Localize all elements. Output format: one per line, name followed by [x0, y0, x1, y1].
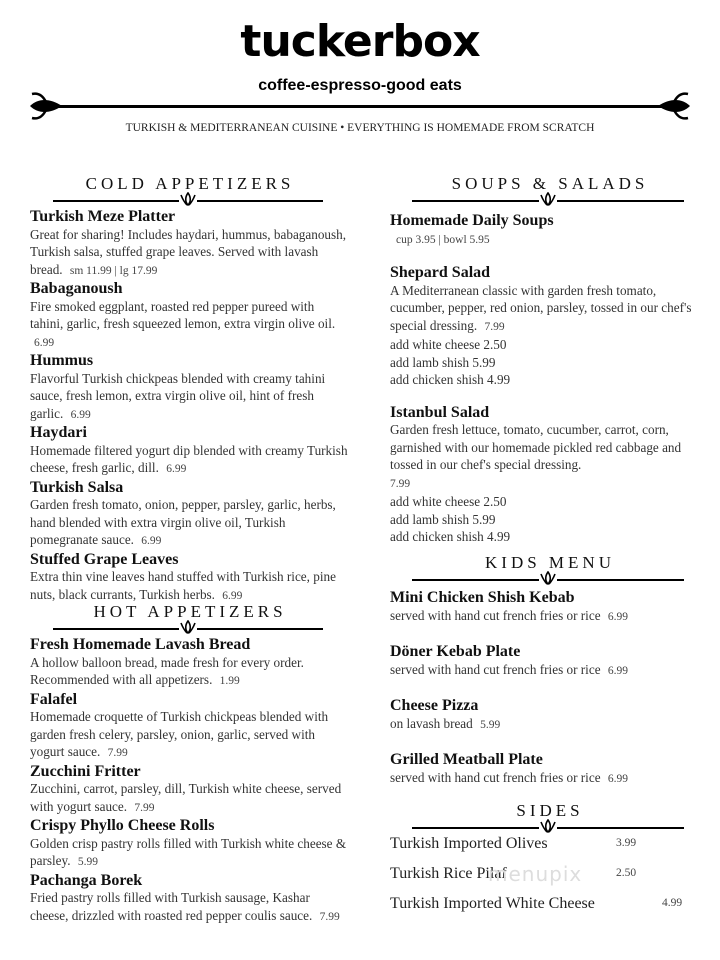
section-divider	[412, 573, 684, 587]
section-title: KIDS MENU	[485, 553, 615, 572]
item-price: 6.99	[141, 535, 162, 547]
item-description: Golden crisp pastry rolls filled with Turkish white cheese & parsley.	[30, 835, 347, 868]
watermark: menupix	[488, 862, 583, 886]
item-name: Stuffed Grape Leaves	[30, 550, 179, 568]
ornament-icon	[539, 819, 557, 833]
item-name: Hummus	[30, 352, 94, 369]
item-description: Homemade filtered yogurt dip blended with creamy Turkish cheese, fresh garlic, dill.	[30, 442, 348, 475]
addon: add chicken shish 4.99	[390, 529, 511, 544]
item-description: served with hand cut french fries or rice	[390, 607, 601, 623]
menu-item	[30, 352, 350, 424]
item-name: Turkish Meze Platter	[30, 208, 176, 225]
side-item	[390, 835, 710, 865]
right-flourish-icon	[656, 90, 692, 122]
section-title: HOT APPETIZERS	[93, 602, 287, 621]
section-divider	[53, 194, 323, 208]
menu-item	[30, 872, 350, 927]
item-description: served with hand cut french fries or rice	[390, 769, 601, 785]
section-title: SIDES	[516, 801, 584, 820]
soups-salads-section	[390, 174, 710, 546]
ornament-icon	[539, 192, 557, 206]
item-description: A Mediterranean classic with garden fresh tomato, cucumber, pepper, red onion, parsley, tossed in our chef's special dressing.	[390, 282, 692, 333]
side-item	[390, 895, 710, 925]
item-description: A hollow balloon bread, made fresh for every order. Recommended with all appetizers.	[30, 654, 304, 687]
item-description: served with hand cut french fries or rice	[390, 661, 601, 677]
side-name: Turkish Imported Olives	[390, 835, 548, 852]
item-description: Great for sharing! Includes haydari, hummus, babaganoush, Turkish salsa, stuffed grape leaves. Served with lavash bread.	[30, 226, 347, 277]
menu-item	[30, 208, 350, 280]
tagline: coffee-espresso-good eats	[258, 77, 462, 94]
item-name: Haydari	[30, 424, 87, 441]
section-title: COLD APPETIZERS	[85, 174, 295, 193]
side-name: Turkish Rice Pilaf	[390, 865, 507, 882]
menu-item	[30, 424, 350, 479]
item-price: 6.99	[70, 408, 91, 421]
hot-appetizers-section	[30, 602, 350, 926]
item-name: Falafel	[30, 690, 78, 708]
item-description: Zucchini, carrot, parsley, dill, Turkish white cheese, served with yogurt sauce.	[30, 781, 342, 814]
section-divider	[412, 821, 684, 835]
item-price: 6.99	[166, 463, 187, 475]
addon: add white cheese 2.50	[390, 337, 507, 352]
item-name: Turkish Salsa	[30, 478, 124, 496]
side-price: 4.99	[662, 897, 683, 909]
side-price: 3.99	[616, 837, 637, 849]
item-price: 6.99	[607, 664, 628, 677]
item-price: 6.99	[34, 336, 55, 349]
item-description: Homemade croquette of Turkish chickpeas blended with garden fresh celery, parsley, onion, garlic, served with yogurt sauce.	[30, 709, 329, 759]
menu-item	[30, 817, 350, 872]
menu-item	[30, 479, 350, 551]
side-price: 2.50	[616, 867, 637, 879]
addon: add lamb shish 5.99	[390, 354, 496, 370]
menu-item	[390, 264, 710, 389]
item-price: 5.99	[480, 718, 501, 731]
item-price: 7.99	[390, 477, 411, 490]
menu-item	[390, 643, 710, 680]
item-price: 5.99	[77, 856, 98, 868]
menu-item	[30, 691, 350, 763]
addon: add white cheese 2.50	[390, 494, 507, 509]
ornament-icon	[179, 620, 197, 634]
item-name: Grilled Meatball Plate	[390, 751, 543, 768]
addon: add lamb shish 5.99	[390, 511, 496, 527]
menu-item	[390, 697, 710, 734]
menu-item	[390, 751, 710, 788]
item-description: Fried pastry rolls filled with Turkish sausage, Kashar cheese, drizzled with roasted red pepper coulis sauce.	[30, 890, 313, 923]
side-name: Turkish Imported White Cheese	[390, 895, 595, 912]
restaurant-logo: tuckerbox	[240, 16, 480, 67]
cold-appetizers-section	[30, 174, 350, 605]
ornament-icon	[179, 192, 197, 206]
item-name: Babaganoush	[30, 280, 123, 297]
item-price: 7.99	[484, 320, 505, 333]
menu-item	[390, 589, 710, 626]
header-divider	[58, 105, 662, 108]
menu-item	[30, 636, 350, 691]
cuisine-subtitle: TURKISH & MEDITERRANEAN CUISINE • EVERYTHING IS HOMEMADE FROM SCRATCH	[125, 122, 595, 134]
item-price: cup 3.95 | bowl 5.95	[396, 233, 490, 246]
item-name: Pachanga Borek	[30, 871, 143, 889]
item-name: Crispy Phyllo Cheese Rolls	[30, 817, 215, 834]
item-price: 6.99	[222, 589, 243, 602]
item-price: 6.99	[607, 772, 628, 785]
menu-item	[30, 763, 350, 818]
menu-item	[30, 280, 350, 352]
menu-item	[390, 212, 710, 249]
item-description: Garden fresh lettuce, tomato, cucumber, carrot, corn, garnished with our homemade pickled red cabbage and tossed in our chef's special dressing.	[390, 422, 682, 472]
kids-menu-section	[390, 553, 710, 788]
item-price: sm 11.99 | lg 17.99	[69, 264, 158, 277]
item-name: Shepard Salad	[390, 264, 491, 281]
item-name: Fresh Homemade Lavash Bread	[30, 636, 251, 653]
item-description: Fire smoked eggplant, roasted red pepper pureed with tahini, garlic, fresh squeezed lemon, extra virgin olive oil.	[30, 298, 336, 331]
section-divider	[412, 194, 684, 208]
section-title: SOUPS & SALADS	[451, 174, 649, 193]
menu-item	[390, 404, 710, 546]
item-description: Extra thin vine leaves hand stuffed with Turkish rice, pine nuts, black currants, Turkish herbs.	[30, 569, 336, 602]
item-name: Mini Chicken Shish Kebab	[390, 589, 575, 606]
section-divider	[53, 622, 323, 636]
ornament-icon	[539, 571, 557, 585]
item-description: Garden fresh tomato, onion, pepper, parsley, garlic, herbs, hand blended with extra virgin olive oil, Turkish pomegranate sauce.	[30, 497, 336, 547]
item-name: Zucchini Fritter	[30, 762, 141, 780]
item-description: Flavorful Turkish chickpeas blended with creamy tahini sauce, fresh lemon, extra virgin olive oil, hint of fresh garlic.	[30, 370, 326, 421]
item-price: 7.99	[107, 747, 128, 759]
item-description: on lavash bread	[390, 715, 473, 731]
item-price: 7.99	[319, 910, 340, 923]
item-price: 6.99	[607, 610, 628, 623]
menu-item	[30, 551, 350, 606]
addon: add chicken shish 4.99	[390, 372, 511, 387]
item-name: Homemade Daily Soups	[390, 212, 554, 229]
item-name: Cheese Pizza	[390, 697, 479, 714]
item-name: Istanbul Salad	[390, 403, 490, 421]
item-name: Döner Kebab Plate	[390, 643, 521, 660]
item-price: 7.99	[134, 801, 155, 814]
item-price: 1.99	[219, 675, 240, 687]
